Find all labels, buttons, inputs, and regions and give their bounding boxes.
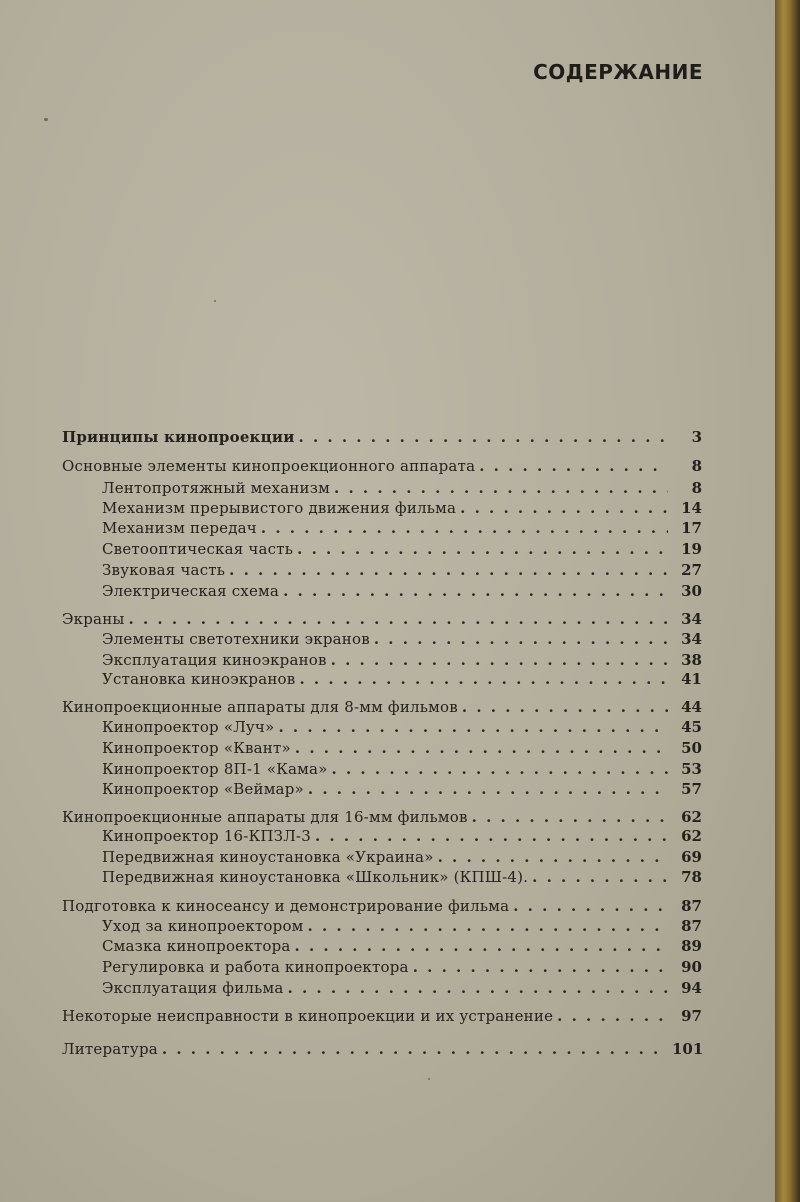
toc-page-number: 53 — [681, 760, 702, 778]
dot-leader — [472, 808, 668, 826]
toc-page-number: 101 — [672, 1040, 704, 1058]
toc-section-entry — [62, 897, 702, 915]
dot-leader — [460, 499, 668, 517]
toc-entry-title: Установка киноэкранов — [102, 670, 296, 688]
toc-page-number: 97 — [681, 1007, 702, 1025]
toc-subsection-entry — [102, 780, 702, 798]
dot-leader — [229, 561, 668, 579]
toc-entry-title: Эксплуатация фильма — [102, 979, 284, 997]
dot-leader — [162, 1040, 668, 1058]
dot-leader — [315, 827, 668, 845]
dot-leader — [278, 718, 668, 736]
toc-entry-title: Уход за кинопроектором — [102, 917, 304, 935]
toc-entry-title: Экраны — [62, 610, 125, 628]
toc-page-number: 69 — [681, 848, 702, 866]
toc-page-number: 87 — [681, 917, 702, 935]
dot-leader — [129, 610, 668, 628]
toc-entry-title: Передвижная киноустановка «Школьник» (КПШ-4). — [102, 868, 529, 886]
toc-entry-title: Электрическая схема — [102, 582, 280, 600]
dot-leader — [513, 897, 668, 915]
toc-subsection-entry — [102, 868, 702, 886]
toc-subsection-entry — [102, 739, 702, 757]
dot-leader — [334, 479, 668, 497]
toc-page-number: 19 — [681, 540, 702, 558]
toc-entry-title: Принципы кинопроекции — [62, 428, 295, 446]
toc-entry-title: Кинопроектор 16-КПЗЛ-3 — [102, 827, 311, 845]
dot-leader — [299, 428, 668, 446]
dot-leader — [479, 457, 668, 475]
toc-page-number: 34 — [681, 610, 702, 628]
toc-entry-title: Основные элементы кинопроекционного аппарата — [62, 457, 476, 475]
toc-page-number: 62 — [681, 808, 702, 826]
toc-page-number: 89 — [681, 937, 702, 955]
toc-page-number: 8 — [691, 479, 702, 497]
toc-subsection-entry — [102, 499, 702, 517]
toc-subsection-entry — [102, 561, 702, 579]
toc-entry-title: Некоторые неисправности в кинопроекции и их устранение — [62, 1007, 554, 1025]
toc-page-number: 90 — [681, 958, 702, 976]
toc-subsection-entry — [102, 651, 702, 669]
toc-entry-title: Элементы светотехники экранов — [102, 630, 370, 648]
toc-entry-title: Регулировка и работа кинопроектора — [102, 958, 409, 976]
toc-subsection-entry — [102, 827, 702, 845]
dot-leader — [308, 917, 668, 935]
dot-leader — [532, 868, 668, 886]
dot-leader — [295, 937, 668, 955]
toc-entry-title: Смазка кинопроектора — [102, 937, 291, 955]
toc-page-number: 14 — [681, 499, 702, 517]
toc-page-number: 78 — [681, 868, 702, 886]
dot-leader — [283, 582, 668, 600]
toc-page-number: 27 — [681, 561, 702, 579]
toc-page-number: 17 — [681, 519, 702, 537]
toc-section-entry — [62, 1007, 702, 1025]
toc-entry-title: Подготовка к киносеансу и демонстрирование фильма — [62, 897, 510, 915]
toc-page-number: 30 — [681, 582, 702, 600]
toc-entry-title: Кинопроектор «Квант» — [102, 739, 291, 757]
dot-leader — [438, 848, 668, 866]
dot-leader — [261, 519, 668, 537]
toc-subsection-entry — [102, 630, 702, 648]
toc-page-number: 57 — [681, 780, 702, 798]
toc-page-number: 50 — [681, 739, 702, 757]
toc-subsection-entry — [102, 670, 702, 688]
toc-page-number: 94 — [681, 979, 702, 997]
toc-section-entry — [62, 457, 702, 475]
dot-leader — [331, 651, 668, 669]
toc-section-entry — [62, 808, 702, 826]
dot-leader — [299, 670, 668, 688]
toc-subsection-entry — [102, 979, 702, 997]
toc-entry-title: Механизм прерывистого движения фильма — [102, 499, 457, 517]
toc-subsection-entry — [102, 582, 702, 600]
toc-entry-title: Кинопроектор 8П-1 «Кама» — [102, 760, 328, 778]
toc-page-number: 8 — [691, 457, 702, 475]
dot-leader — [297, 540, 668, 558]
toc-page-number: 38 — [681, 651, 702, 669]
contents-heading: СОДЕРЖАНИЕ — [533, 60, 703, 84]
toc-page-number: 45 — [681, 718, 702, 736]
toc-subsection-entry — [102, 540, 702, 558]
toc-entry-title: Передвижная киноустановка «Украина» — [102, 848, 434, 866]
toc-entry-title: Лентопротяжный механизм — [102, 479, 331, 497]
dot-leader — [295, 739, 668, 757]
dot-leader — [374, 630, 668, 648]
dot-leader — [308, 780, 668, 798]
toc-subsection-entry — [102, 718, 702, 736]
toc-page-number: 41 — [681, 670, 702, 688]
toc-entry-title: Светооптическая часть — [102, 540, 294, 558]
toc-page-number: 87 — [681, 897, 702, 915]
toc-entry-title: Кинопроекционные аппараты для 8-мм фильмов — [62, 698, 458, 716]
toc-section-entry — [62, 1040, 702, 1058]
toc-entry-title: Эксплуатация киноэкранов — [102, 651, 327, 669]
toc-section-entry — [62, 610, 702, 628]
toc-entry-title: Звуковая часть — [102, 561, 226, 579]
toc-subsection-entry — [102, 760, 702, 778]
dot-leader — [288, 979, 668, 997]
dot-leader — [332, 760, 668, 778]
toc-entry-title: Кинопроектор «Луч» — [102, 718, 275, 736]
toc-entry-title: Литература — [62, 1040, 158, 1058]
toc-subsection-entry — [102, 479, 702, 497]
toc-entry-title: Кинопроекционные аппараты для 16-мм фильмов — [62, 808, 468, 826]
toc-subsection-entry — [102, 848, 702, 866]
toc-page-number: 34 — [681, 630, 702, 648]
dot-leader — [557, 1007, 668, 1025]
toc-entry-title: Механизм передач — [102, 519, 257, 537]
toc-section-entry — [62, 428, 702, 446]
toc-section-entry — [62, 698, 702, 716]
toc-subsection-entry — [102, 937, 702, 955]
toc-subsection-entry — [102, 519, 702, 537]
toc-page-number: 62 — [681, 827, 702, 845]
toc-subsection-entry — [102, 917, 702, 935]
book-spine-edge — [775, 0, 800, 1202]
dot-leader — [413, 958, 668, 976]
toc-entry-title: Кинопроектор «Веймар» — [102, 780, 304, 798]
toc-page-number: 44 — [681, 698, 702, 716]
dot-leader — [462, 698, 668, 716]
toc-page-number: 3 — [691, 428, 702, 446]
toc-subsection-entry — [102, 958, 702, 976]
